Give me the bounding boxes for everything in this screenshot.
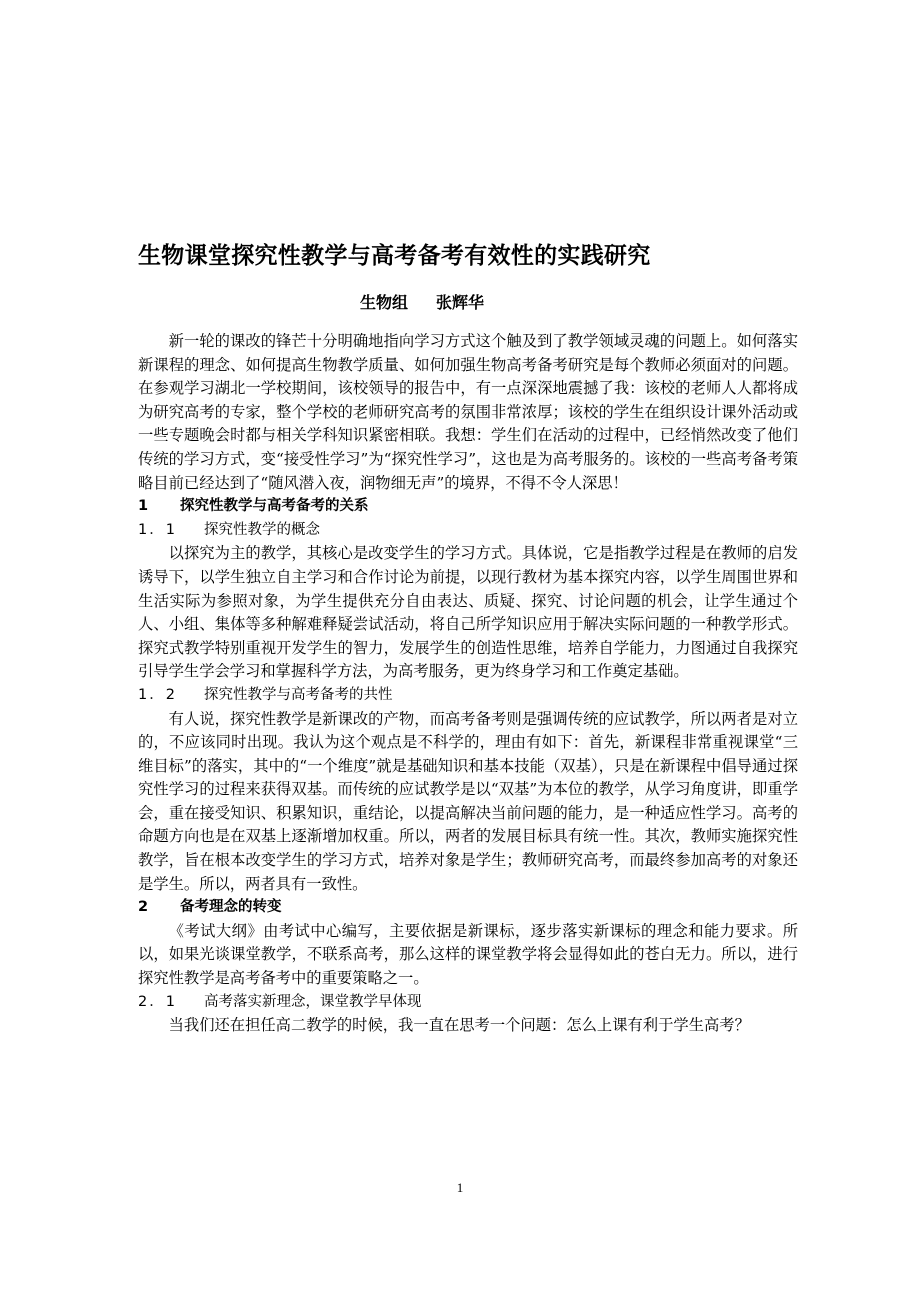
section-2-heading	[138, 896, 798, 920]
author-line	[360, 290, 484, 316]
document-body	[138, 330, 798, 1038]
subsection-number: 1．2	[138, 686, 177, 703]
section-title: 探究性教学与高考备考的关系	[180, 498, 369, 515]
intro-paragraph: 新一轮的课改的锋芒十分明确地指向学习方式这个触及到了教学领域灵魂的问题上。如何落实新课程的理念、如何提高生物教学质量、如何加强生物高考备考研究是每个教师必须面对的问题。在参观学习湖北一学校期间，该校领导的报告中，有一点深深地震撼了我：该校的老师人人都将成为研究高考的专家，整个学校的老师研究高考的氛围非常浓厚；该校的学生在组织设计课外活动或一些专题晚会时都与相关学科知识紧密相联。我想：学生们在活动的过程中，已经悄然改变了他们传统的学习方式，变“接受性学习”为“探究性学习”，这也是为高考服务的。该校的一些高考备考策略目前已经达到了“随风潜入夜，润物细无声”的境界，不得不令人深思！	[138, 332, 798, 492]
subsection-1-1-heading	[138, 519, 798, 543]
document-title: 生物课堂探究性教学与高考备考有效性的实践研究	[138, 243, 651, 269]
section-number: 1	[138, 498, 149, 515]
subsection-2-1-heading	[138, 991, 798, 1015]
section-1-heading	[138, 495, 798, 519]
subsection-title: 探究性教学与高考备考的共性	[204, 686, 393, 703]
section-number: 2	[138, 899, 149, 916]
section-2-paragraph: 《考试大纲》由考试中心编写，主要依据是新课标，逐步落实新课标的理念和能力要求。所以，如果光谈课堂教学，不联系高考，那么这样的课堂教学将会显得如此的苍白无力。所以，进行探究性教学是高考备考中的重要策略之一。	[138, 921, 798, 988]
subsection-title: 高考落实新理念，课堂教学早体现	[204, 993, 422, 1010]
subsection-1-2-heading	[138, 684, 798, 708]
page-number: 1	[456, 1180, 464, 1195]
section-title: 备考理念的转变	[180, 899, 282, 916]
subsection-1-1-paragraph: 以探究为主的教学，其核心是改变学生的学习方式。具体说，它是指教学过程是在教师的启发诱导下，以学生独立自主学习和合作讨论为前提，以现行教材为基本探究内容，以学生周围世界和生活实际为参照对象，为学生提供充分自由表达、质疑、探究、讨论问题的机会，让学生通过个人、小组、集体等多种解难释疑尝试活动，将自己所学知识应用于解决实际问题的一种教学形式。探究式教学特别重视开发学生的智力，发展学生的创造性思维，培养自学能力，力图通过自我探究引导学生学会学习和掌握科学方法，为高考服务，更为终身学习和工作奠定基础。	[138, 544, 798, 681]
subsection-number: 1．1	[138, 521, 177, 538]
subsection-number: 2．1	[138, 993, 177, 1010]
author-name: 张辉华	[436, 293, 485, 312]
subsection-1-2-paragraph: 有人说，探究性教学是新课改的产物，而高考备考则是强调传统的应试教学，所以两者是对立的，不应该同时出现。我认为这个观点是不科学的，理由有如下：首先，新课程非常重视课堂“三维目标”的落实，其中的“一个维度”就是基础知识和基本技能（双基），只是在新课程中倡导通过探究性学习的过程来获得双基。而传统的应试教学是以“双基”为本位的教学，从学习角度讲，即重学会，重在接受知识、积累知识，重结论，以提高解决当前问题的能力，是一种适应性学习。高考的命题方向也是在双基上逐渐增加权重。所以，两者的发展目标具有统一性。其次，教师实施探究性教学，旨在根本改变学生的学习方式，培养对象是学生；教师研究高考，而最终参加高考的对象还是学生。所以，两者具有一致性。	[138, 709, 798, 893]
subsection-2-1-paragraph: 当我们还在担任高二教学的时候，我一直在思考一个问题：怎么上课有利于学生高考？	[168, 1016, 750, 1035]
author-group: 生物组	[360, 293, 409, 312]
subsection-title: 探究性教学的概念	[204, 521, 320, 538]
